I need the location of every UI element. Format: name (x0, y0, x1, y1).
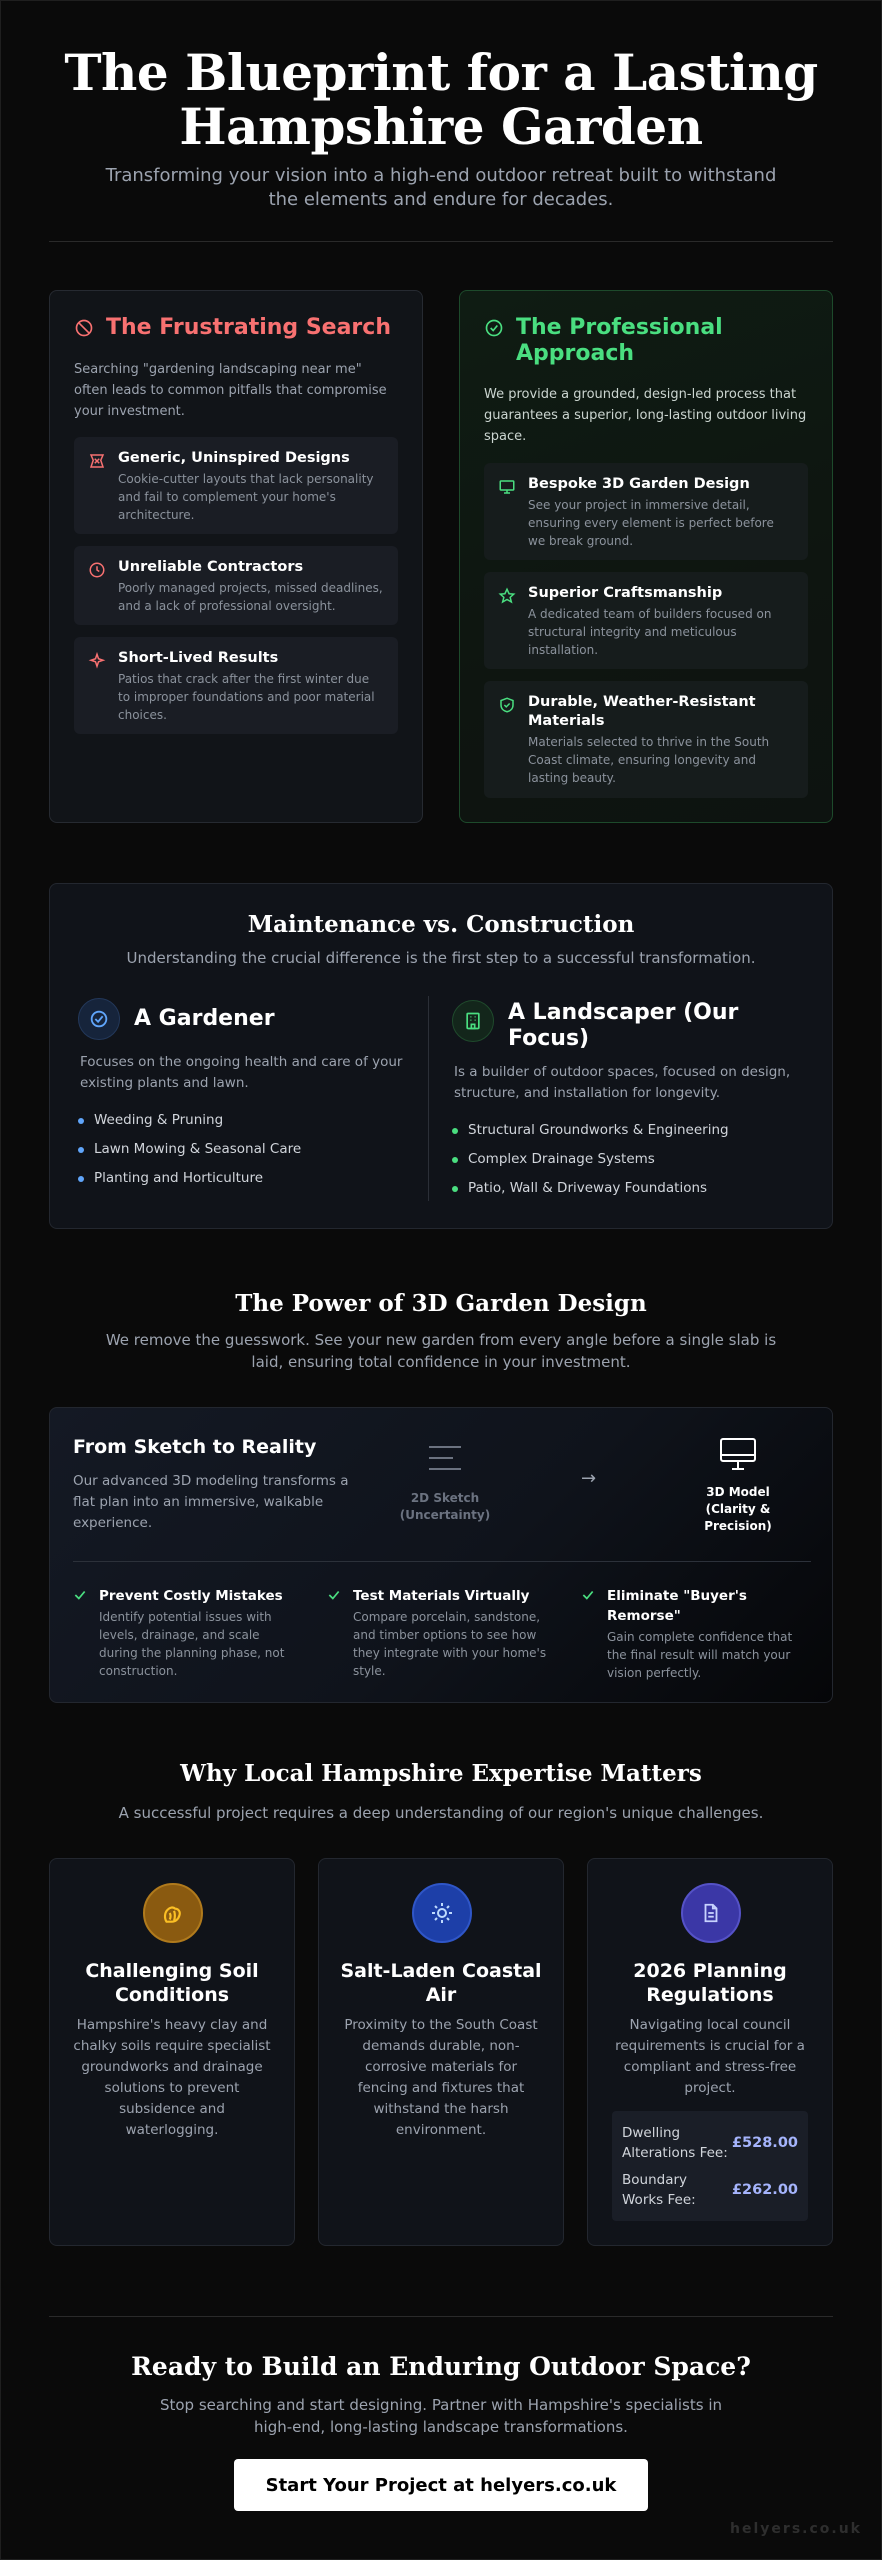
badge-x-icon (88, 452, 106, 470)
problem-item-desc: Cookie-cutter layouts that lack personality and fail to complement your home's architecture. (118, 472, 374, 522)
expertise-subtitle: A successful project requires a deep understanding of our region's unique challenges. (118, 1804, 764, 1822)
landscaper-list (452, 1116, 729, 1203)
list-item: Patio, Wall & Driveway Foundations (452, 1174, 729, 1203)
problem-item (74, 437, 398, 534)
sketch-illustration (395, 1444, 495, 1524)
expertise-card-desc: Navigating local council requirements is crucial for a compliant and stress-free project. (615, 2017, 805, 2096)
arrow-right-icon: → (581, 1468, 597, 1489)
fee-value: £528.00 (731, 2134, 798, 2151)
divider (49, 2316, 833, 2317)
feature-item (327, 1586, 552, 1680)
expertise-icon-circle (681, 1883, 741, 1943)
problem-item-title: Generic, Uninspired Designs (118, 450, 350, 466)
expertise-card-title: 2026 Planning Regulations (633, 1960, 787, 2006)
sun-icon (430, 1901, 454, 1925)
maintenance-subtitle: Understanding the crucial difference is the first step to a successful transformation. (126, 949, 756, 967)
sketch-to-reality-desc: Our advanced 3D modeling transforms a flat plan into an immersive, walkable experience. (73, 1473, 349, 1531)
solution-item (484, 572, 808, 669)
document-icon (700, 1902, 722, 1924)
design3d-subtitle: We remove the guesswork. See your new garden from every angle before a single slab is laid, ensuring total confidence in your investment. (105, 1331, 777, 1371)
check-circle-icon (484, 318, 504, 338)
cta-subtitle: Stop searching and start designing. Partner with Hampshire's specialists in high-end, long-lasting landscape transformations. (159, 2396, 723, 2436)
solution-item (484, 463, 808, 560)
list-item: Weeding & Pruning (78, 1106, 301, 1135)
gardener-list (78, 1106, 301, 1193)
problem-card (49, 290, 423, 823)
design3d-panel (49, 1407, 833, 1703)
sketch-label: 2D Sketch (Uncertainty) (399, 1491, 491, 1522)
list-item: Planting and Horticulture (78, 1164, 301, 1193)
expertise-card (318, 1858, 564, 2246)
sketch-to-reality-title: From Sketch to Reality (73, 1436, 317, 1458)
solution-item-desc: A dedicated team of builders focused on structural integrity and meticulous installation. (528, 607, 772, 657)
star-icon (498, 587, 516, 605)
column-divider (428, 996, 429, 1201)
landscaper-title: A Landscaper (Our Focus) (508, 1000, 739, 1051)
feature-desc: Gain complete confidence that the final result will match your vision perfectly. (607, 1630, 793, 1680)
gardener-title: A Gardener (134, 1006, 275, 1031)
maintenance-title: Maintenance vs. Construction (247, 911, 635, 938)
landscaper-badge (452, 1000, 494, 1042)
check-icon (73, 1588, 87, 1602)
fee-row (622, 2166, 798, 2213)
list-item: Complex Drainage Systems (452, 1145, 729, 1174)
gardener-desc: Focuses on the ongoing health and care of your existing plants and lawn. (80, 1054, 403, 1091)
check-badge-icon (88, 1008, 110, 1030)
expertise-icon-circle (412, 1883, 472, 1943)
solution-item-title: Durable, Weather-Resistant Materials (528, 694, 756, 729)
model-label: 3D Model (Clarity & Precision) (704, 1485, 772, 1533)
solution-item-title: Superior Craftsmanship (528, 585, 723, 601)
problem-item-desc: Patios that crack after the first winter due to improper foundations and poor material choices. (118, 672, 375, 722)
page-subtitle: Transforming your vision into a high-end outdoor retreat built to withstand the elements and endure for decades. (105, 165, 777, 210)
watermark: helyers.co.uk (730, 2521, 862, 2537)
expertise-card-title: Salt-Laden Coastal Air (340, 1960, 542, 2006)
solution-intro: We provide a grounded, design-led process that guarantees a superior, long-lasting outdoor living space. (484, 387, 807, 444)
expertise-card-desc: Proximity to the South Coast demands durable, non-corrosive materials for fencing and fixtures that withstand the harsh environment. (344, 2017, 538, 2138)
feature-item (73, 1586, 298, 1680)
expertise-title: Why Local Hampshire Expertise Matters (180, 1760, 702, 1787)
solution-item-title: Bespoke 3D Garden Design (528, 476, 750, 492)
solution-item-desc: Materials selected to thrive in the South Coast climate, ensuring longevity and lasting beauty. (528, 735, 770, 785)
expertise-card-desc: Hampshire's heavy clay and chalky soils require specialist groundworks and drainage solutions to prevent subsidence and waterlogging. (73, 2017, 271, 2138)
landscaper-column (452, 1000, 802, 1210)
problem-item (74, 546, 398, 625)
problem-item-desc: Poorly managed projects, missed deadlines, and a lack of professional oversight. (118, 581, 383, 613)
clock-icon (88, 561, 106, 579)
expertise-card (49, 1858, 295, 2246)
expertise-card-title: Challenging Soil Conditions (85, 1960, 259, 2006)
problem-title: The Frustrating Search (106, 315, 391, 340)
list-item: Lawn Mowing & Seasonal Care (78, 1135, 301, 1164)
fee-row (622, 2119, 798, 2166)
expertise-icon-circle (143, 1883, 203, 1943)
sketch-lines-icon (425, 1444, 465, 1474)
monitor-icon (718, 1436, 758, 1472)
expertise-card (587, 1858, 833, 2246)
fee-table (612, 2111, 808, 2221)
solution-item-desc: See your project in immersive detail, ensuring every element is perfect before we break ground. (528, 498, 774, 548)
solution-item (484, 681, 808, 798)
problem-item (74, 637, 398, 734)
soil-icon (160, 1900, 186, 1926)
shield-check-icon (498, 696, 516, 714)
cta-title: Ready to Build an Enduring Outdoor Space? (131, 2352, 751, 2381)
feature-desc: Identify potential issues with levels, drainage, and scale during the planning phase, not construction. (99, 1610, 285, 1678)
check-icon (581, 1588, 595, 1602)
feature-title: Eliminate "Buyer's Remorse" (607, 1588, 747, 1624)
list-item: Structural Groundworks & Engineering (452, 1116, 729, 1145)
solution-card (459, 290, 833, 823)
feature-desc: Compare porcelain, sandstone, and timber options to see how they integrate with your home's style. (353, 1610, 547, 1678)
problem-item-title: Short-Lived Results (118, 650, 279, 666)
building-icon (463, 1011, 483, 1031)
divider (49, 241, 833, 242)
fee-label: Boundary Works Fee: (622, 2171, 696, 2208)
landscaper-desc: Is a builder of outdoor spaces, focused on design, structure, and installation for longevity. (454, 1064, 791, 1101)
sparkle-broken-icon (88, 652, 106, 670)
start-project-button[interactable]: Start Your Project at helyers.co.uk (234, 2459, 648, 2511)
page-title: The Blueprint for a Lasting Hampshire Garden (64, 43, 818, 156)
feature-title: Prevent Costly Mistakes (99, 1588, 283, 1604)
prohibited-icon (74, 318, 94, 338)
model-illustration (688, 1436, 788, 1535)
problem-item-title: Unreliable Contractors (118, 559, 304, 575)
design3d-title: The Power of 3D Garden Design (235, 1290, 647, 1317)
fee-value: £262.00 (731, 2181, 798, 2198)
fee-label: Dwelling Alterations Fee: (622, 2124, 728, 2161)
monitor-icon (498, 478, 516, 496)
check-icon (327, 1588, 341, 1602)
problem-intro: Searching "gardening landscaping near me" often leads to common pitfalls that compromise your investment. (74, 362, 387, 419)
solution-title: The Professional Approach (516, 315, 723, 366)
gardener-badge (78, 998, 120, 1040)
gardener-column (78, 998, 408, 1198)
feature-item (581, 1586, 806, 1682)
divider (73, 1561, 811, 1562)
feature-title: Test Materials Virtually (353, 1588, 530, 1604)
